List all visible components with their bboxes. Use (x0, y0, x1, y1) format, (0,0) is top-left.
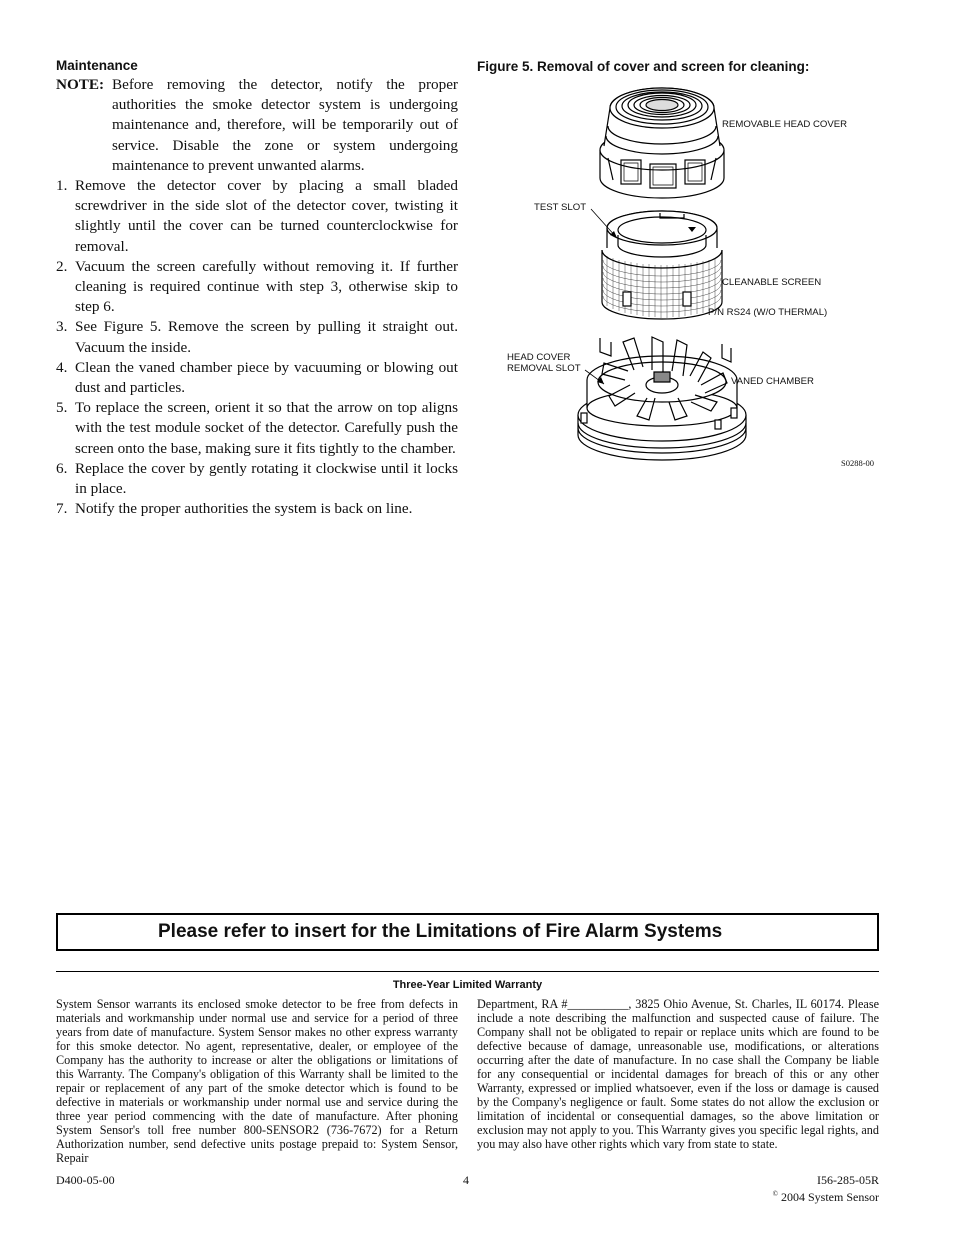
step-number: 6. (56, 459, 68, 477)
footer-doc-number: I56-285-05R (817, 1173, 879, 1187)
maintenance-section (56, 58, 458, 519)
note-text: Before removing the detector, notify the proper authorities the smoke detector system is undergoing maintenance and, therefore, will be temporarily out of service. Disable the zone or system undergoing maintenance to prevent unwanted alarms. (112, 76, 458, 174)
step-item (56, 257, 458, 318)
copyright-symbol: © (772, 1190, 778, 1198)
footer-right-block (773, 1173, 879, 1204)
label-removable-head-cover: REMOVABLE HEAD COVER (722, 119, 848, 130)
page-number: 4 (463, 1173, 469, 1187)
copyright-text: 2004 System Sensor (780, 1190, 879, 1204)
step-item (56, 358, 458, 398)
warranty-title: Three-Year Limited Warranty (392, 979, 543, 991)
step-number: 1. (56, 177, 68, 195)
label-head-cover-line: HEAD COVER (507, 352, 571, 363)
step-item (56, 317, 458, 357)
step-text: Remove the detector cover by placing a small bladed screwdriver in the side slot of the detector cover, twisting it slightly until the cover can be turned counterclockwise for removal. (75, 177, 458, 255)
note-label: NOTE: (56, 76, 105, 93)
footer-document-code: D400-05-00 (56, 1173, 115, 1187)
banner-text: Please refer to insert for the Limitations of Fire Alarm Systems (158, 921, 723, 942)
step-text: See Figure 5. Remove the screen by pulling it straight out. Vacuum the inside. (75, 318, 458, 356)
label-removal-slot-line: REMOVAL SLOT (507, 362, 581, 374)
warranty-text-left: System Sensor warrants its enclosed smoke detector to be free from defects in materials and workmanship under normal use and service for a period of three years from date of manufacture. System Sensor makes no other express warranty for this smoke detector. No agent, representative, dealer, or employee of the Company has the authority to increase or alter the obligations or limitations of this Warranty. The Company's obligation of this Warranty shall be limited to the repair or replacement of any part of the smoke detector which is found to be defective in materials or workmanship under normal use and service during the three year period commencing with the date of manufacture. After phoning System Sensor's toll free number 800-SENSOR2 (736-7672) for a Return Authorization number, send defective units postage prepaid to: System Sensor, Repair (56, 997, 458, 1165)
step-text: To replace the screen, orient it so that the arrow on top aligns with the test module socket of the detector. Carefully push the screen onto the base, making sure it fits tightly to the chamber. (75, 399, 458, 457)
warranty-divider (56, 971, 879, 972)
step-item (56, 459, 458, 499)
label-vaned-chamber: VANED CHAMBER (731, 376, 814, 387)
label-part-number: P/N RS24 (W/O THERMAL) (708, 307, 828, 318)
detector-drawing (477, 80, 897, 480)
step-number: 7. (56, 500, 68, 518)
step-item (56, 398, 458, 459)
maintenance-heading: Maintenance (56, 58, 138, 73)
screen-drawing (591, 209, 722, 319)
limitations-banner (56, 913, 879, 951)
detector-exploded-figure (477, 80, 897, 480)
drawing-number: S0288-00 (841, 458, 875, 468)
maintenance-note (56, 75, 458, 176)
step-number: 5. (56, 399, 68, 417)
label-head-cover-removal-slot (507, 353, 581, 374)
step-item (56, 499, 458, 519)
step-text: Notify the proper authorities the system is back on line. (75, 500, 413, 518)
step-text: Replace the cover by gently rotating it clockwise until it locks in place. (75, 459, 458, 498)
label-cleanable-screen: CLEANABLE SCREEN (722, 277, 822, 288)
maintenance-steps (56, 176, 458, 519)
step-number: 4. (56, 358, 68, 376)
vaned-chamber-drawing (578, 337, 746, 460)
warranty-text-right: Department, RA #__________, 3825 Ohio Avenue, St. Charles, IL 60174. Please include a note describing the malfunction and suspected cause of failure. The Company shall not be obligated to repair or replace units which are found to be defective because of damage, unreasonable use, modifications, or alterations occurring after the date of manufacture. In no case shall the Company be liable for any consequential or incidental damages for breach of this or any other Warranty, expressed or implied whatsoever, even if the loss or damage is caused by the Company's negligence or fault. Some states do not allow the exclusion or limitation of incidental or consequential damages, so the above limitation or exclusion may not apply to you. This Warranty gives you specific legal rights, and you may also have other rights which vary from state to state. (477, 997, 879, 1151)
head-cover-drawing (600, 88, 724, 198)
footer-copyright (773, 1187, 879, 1204)
step-number: 2. (56, 257, 68, 275)
step-text: Vacuum the screen carefully without removing it. If further cleaning is required continue with step 3, otherwise skip to step 6. (75, 257, 458, 316)
step-text: Clean the vaned chamber piece by vacuuming or blowing out dust and particles. (75, 358, 458, 397)
step-item (56, 176, 458, 257)
label-test-slot: TEST SLOT (534, 202, 587, 213)
figure-caption: Figure 5. Removal of cover and screen for cleaning: (477, 59, 810, 74)
step-number: 3. (56, 318, 68, 336)
